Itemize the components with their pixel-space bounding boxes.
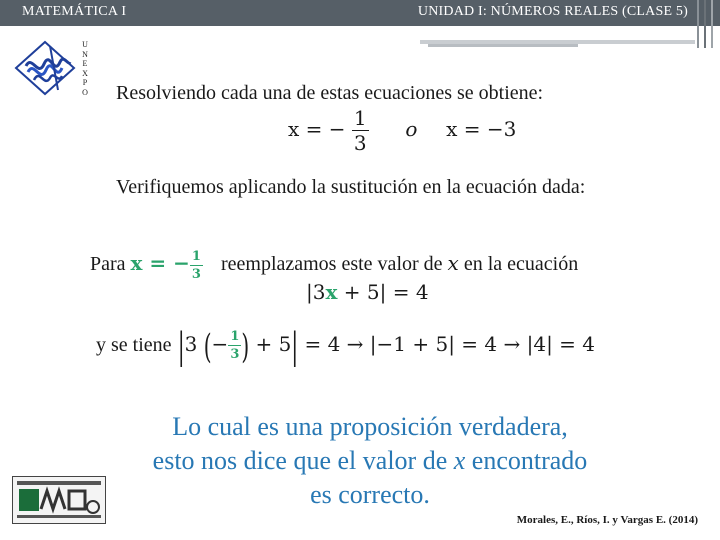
solving-statement: Resolviendo cada una de estas ecuaciones se obtiene: xyxy=(116,82,544,104)
conclusion-line-2-b: encontrado xyxy=(471,446,588,475)
conclusion-variable-x: x xyxy=(453,446,466,475)
original-equation xyxy=(306,280,429,304)
fraction-numerator: 1 xyxy=(230,329,240,344)
substitution-statement xyxy=(90,250,578,281)
conclusion-line-2-a: esto nos dice que el valor de xyxy=(152,446,448,475)
logo-letter: U xyxy=(82,40,88,49)
author-credit: Morales, E., Ríos, I. y Vargas E. (2014) xyxy=(516,514,698,526)
paren-left: ( xyxy=(203,325,212,366)
conclusion-text xyxy=(90,410,650,512)
fraction-one-third-green xyxy=(190,250,203,281)
coefficient-three: 3 xyxy=(184,332,198,356)
abs-bar-left: | xyxy=(177,323,185,368)
para-word: Para xyxy=(90,253,126,276)
fraction-one-third-green xyxy=(228,330,241,361)
header-rail xyxy=(697,0,699,48)
conclusion-line-1: Lo cual es una proposición verdadera, xyxy=(172,412,568,441)
fraction-denominator: 3 xyxy=(353,131,367,155)
unexpo-logo-icon xyxy=(14,40,76,96)
unit-title: UNIDAD I: NÚMEROS REALES (CLASE 5) xyxy=(417,4,688,19)
logo-letter: P xyxy=(82,78,88,87)
fraction-denominator: 3 xyxy=(230,347,240,362)
research-center-logo-icon xyxy=(12,476,106,524)
solution-2: x = −3 xyxy=(446,117,517,141)
logo-letter: N xyxy=(82,49,88,59)
header-rail xyxy=(704,0,706,48)
fraction-one-third xyxy=(352,108,369,153)
abs-bar-right: | xyxy=(291,323,299,368)
fraction-numerator: 1 xyxy=(191,249,201,264)
course-title: MATEMÁTICA I xyxy=(22,4,127,19)
logo-letter: E xyxy=(82,59,88,68)
header-decoration-line xyxy=(428,44,578,47)
abs-rest: + 5| = 4 xyxy=(337,280,429,304)
verification-result: = 4 → |−1 + 5| = 4 → |4| = 4 xyxy=(304,332,596,356)
fraction-numerator: 1 xyxy=(353,106,367,130)
abs-open: |3 xyxy=(306,280,326,304)
negative-sign: − xyxy=(211,332,229,356)
unexpo-letters xyxy=(80,40,90,97)
conclusion-line-3: es correcto. xyxy=(310,480,430,509)
solution-1-lhs: x = − xyxy=(288,117,346,141)
fraction-denominator: 3 xyxy=(191,267,201,282)
header-bar xyxy=(0,0,720,26)
header-decoration xyxy=(420,26,695,44)
replace-text: reemplazamos este valor de xyxy=(220,253,443,276)
or-word: o xyxy=(405,117,418,141)
logo-letter: X xyxy=(82,68,88,78)
x-variable-green: x xyxy=(325,280,338,304)
y-se-tiene: y se tiene xyxy=(96,334,172,356)
x-value-highlight: x = − xyxy=(130,251,190,276)
verification-statement: Verifiquemos aplicando la sustitución en la ecuación dada: xyxy=(116,176,586,198)
plus-five: + 5 xyxy=(255,332,292,356)
logo-letter: O xyxy=(82,87,88,97)
header-rail xyxy=(711,0,713,48)
conclusion-line-2 xyxy=(90,444,650,478)
paren-right: ) xyxy=(241,325,250,366)
variable-x: x xyxy=(447,251,459,276)
verification-equation xyxy=(96,323,596,368)
solutions-equation xyxy=(288,108,516,153)
equation-text: en la ecuación xyxy=(463,253,579,276)
